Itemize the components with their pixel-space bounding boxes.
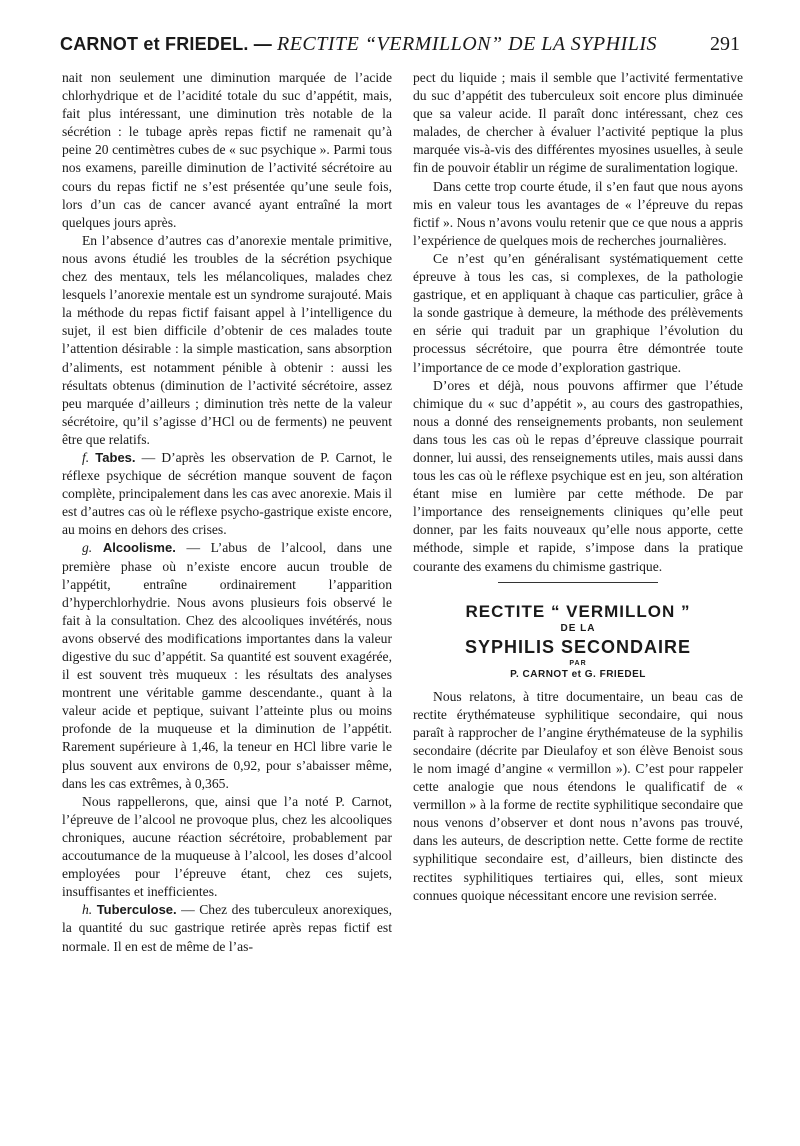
running-header xyxy=(60,33,740,63)
section-text: — Chez des tuberculeux anorexiques, la quantité du suc gastrique retirée après repas fictif est normale. Il en est de même de l’as- xyxy=(62,902,392,954)
paragraph: Nous relatons, à titre documentaire, un beau cas de rectite érythémateuse syphilitique secondaire, qui nous paraît à rapprocher de l’angine érythémateuse de la syphilis secondaire (décrite par Dieulafoy et son élève Benoist sous le nom imagé d’angine « vermillon »). C’est pour rappeler cette analogie que nous étendons le qualificatif de « vermillon » à la forme de rectite syphilitique secondaire que nous venons d’observer et dont nous n’avons pas trouvé, dans les auteurs, de description nette. Cette forme de rectite syphilitique secondaire est, d’ailleurs, bien distincte des rectites syphilitiques tertiaires qui, elles, sont mieux connues quoique nécessitant encore une revision serrée. xyxy=(413,688,743,903)
article-byline: P. CARNOT et G. FRIEDEL xyxy=(510,668,646,680)
section-title: Tabes. xyxy=(95,449,136,465)
paragraph: nait non seulement une diminution marquée de l’acide chlorhydrique et de l’acidité totale du suc d’appétit, mais, fait plus intéressant, une diminution très notable de la sécrétion : le tubage après repas fictif ne ramenait qu’à peine 20 centimètres cubes de « suc psychique ». Parmi tous nos examens, pareille diminution de l’activité sécrétoire au cours du repas fictif ne s’est présentée qu’une seule fois, lors d’un cas de cancer avancé ayant entraîné la mort quelques jours après. xyxy=(62,70,392,230)
paragraph: D’ores et déjà, nous pouvons affirmer que l’étude chimique du « suc d’appétit », au cours des gastropathies, nous a donné des renseignements probants, non seulement dans tous les cas où le repas d’épreuve classique pourrait donner, lui aussi, des renseignements utiles, mais aussi dans tous les cas où le réflexe psychique est en jeu, son altération étant mise en lumière par cette méthode. De par l’importance des renseignements cliniques qu’elle peut donner, par les faits nouveaux qu’elle nous apporte, cette méthode, simple et rapide, s’impose dans la pratique courante des examens du chimisme gastrique. xyxy=(413,377,743,574)
header-title: RECTITE “VERMILLON” DE LA SYPHILIS xyxy=(277,33,658,55)
section-text: — L’abus de l’alcool, dans une première phase où n’existe encore aucun trouble de l’appétit, entraîne ordinairement l’apparition d’hyperchlorhydrie. Nous avons plusieurs fois observé le fait à la consultation. Chez des alcooliques invétérés, nous avons observé des modifications importantes dans la valeur digestive du suc d’appétit. Sa quantité est souvent exagérée, il est souvent très muqueux : les résultats des analyses montrent une véritable gamme descendante., quant à la valeur acide et peptique, suivant l’atteinte plus ou moins profonde de la muqueuse et la diminution de l’appétit. Rarement supérieure à 1,46, la teneur en HCl libre varie le plus souvent aux environs de 0,92, pour s’abaisser même, dans les cas extrêmes, à 0,365. xyxy=(62,540,392,791)
section-letter: f. xyxy=(82,449,90,465)
section-title: Tuberculose. xyxy=(96,902,177,918)
section-text: — D’après les observation de P. Carnot, le réflexe psychique de sécrétion manque souvent de façon complète, principalement dans les cas avec anorexie. Mais il est d’autres cas où le réflexe psycho-gastrique existe encore, au moins en dehors des crises. xyxy=(62,449,392,538)
paragraph: Ce n’est qu’en généralisant systématiquement cette épreuve à tous les cas, si complexes, de la pathologie gastrique, et en appliquant à chaque cas particulier, grâce à la sonde gastrique à demeure, la méthode des prélèvements en série qui traduit par un graphique l’évolution du processus sécrétoire, que pourra être démontrée toute l’importance de ce mode d’exploration gastrique. xyxy=(413,250,743,375)
article-heading xyxy=(413,601,743,682)
paragraph: pect du liquide ; mais il semble que l’activité fermentative du suc d’appétit des tuberculeux soit encore plus diminuée que sa valeur acide. Il paraît donc intéressant, chez ces malades, de chercher à évaluer l’activité peptique la plus marquée vis-à-vis des différentes myosines usuelles, à seule fin de pouvoir établir un régime de suralimentation logique. xyxy=(413,70,743,176)
section-title: Alcoolisme. xyxy=(102,540,176,556)
paragraph: En l’absence d’autres cas d’anorexie mentale primitive, nous avons étudié les troubles de la sécrétion psychique chez des mentaux, tels les mélancoliques, malades chez lesquels l’anorexie mentale est un syndrome surajouté. Mais la méthode du repas fictif faisant appel à l’intelligence du sujet, il est bien difficile d’obtenir de ces malades toute l’attention désirable : la simple mastication, sans absorption d’aliments, est notamment pénible à obtenir : aussi les résultats obtenus (diminution de l’activité sécrétoire, assez peu marquée d’ailleurs ; diminution très nette de la valeur sécrétoire, qu’il s’agisse d’HCl ou de ferments) ne peuvent être que relatifs. xyxy=(62,232,392,447)
left-column xyxy=(62,69,392,956)
section-letter: h. xyxy=(82,902,93,918)
section-f xyxy=(62,449,392,539)
header-dash: — xyxy=(253,34,272,54)
article-title-line3: SYPHILIS SECONDAIRE xyxy=(464,636,692,657)
header-authors: CARNOT et FRIEDEL. xyxy=(60,34,249,54)
section-h xyxy=(62,901,392,955)
section-divider xyxy=(498,582,658,583)
paragraph: Dans cette trop courte étude, il s’en faut que nous ayons mis en valeur tous les avantages de « l’épreuve du repas fictif ». Nous n’avons voulu retenir que ce que nous a appris l’expérience de quelques mois de recherches journalières. xyxy=(413,178,743,248)
right-column xyxy=(413,69,743,905)
article-par: PAR xyxy=(569,659,587,667)
section-letter: g. xyxy=(82,540,93,556)
page-number: 291 xyxy=(710,33,740,55)
article-title-line1: RECTITE “ VERMILLON ” xyxy=(465,601,691,621)
paragraph: Nous rappellerons, que, ainsi que l’a noté P. Carnot, l’épreuve de l’alcool ne provoque plus, chez les alcooliques chroniques, aucune réaction sécrétoire, probablement par accoutumance de la muqueuse à l’alcool, les doses d’alcool employées pour l’épreuve étant, chez ces sujets, insuffisantes et inefficientes. xyxy=(62,793,392,900)
article-title-line2: DE LA xyxy=(560,622,596,634)
section-g xyxy=(62,539,392,792)
